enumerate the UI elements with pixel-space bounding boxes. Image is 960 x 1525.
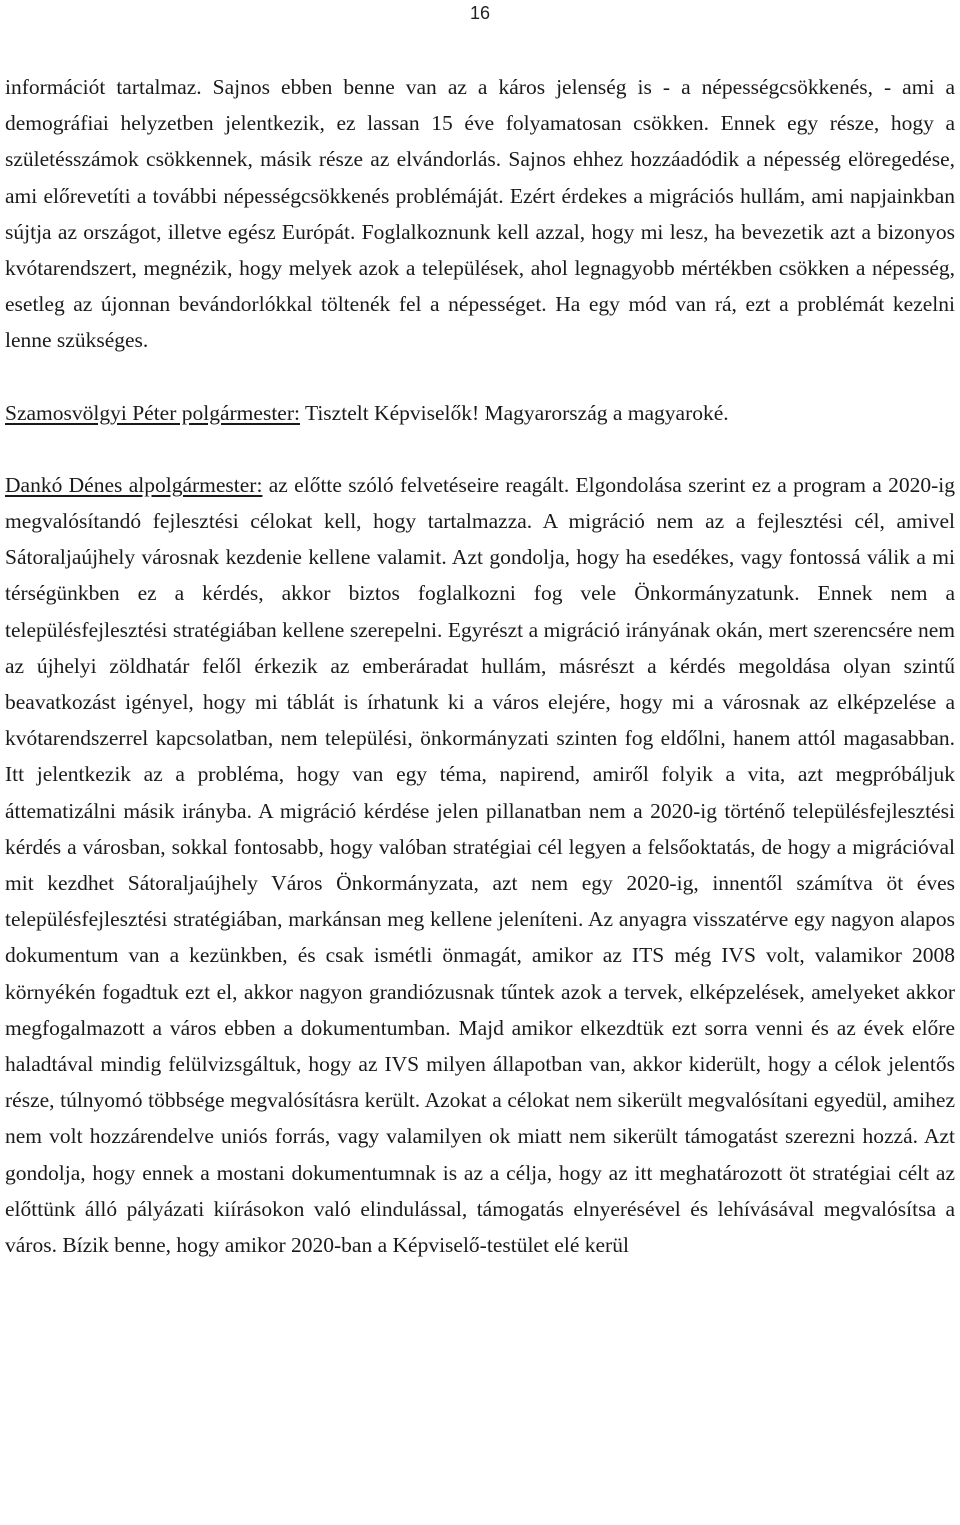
paragraph-intro: [5, 69, 955, 359]
paragraph-text: az előtte szóló felvetéseire reagált. Elgondolása szerint ez a program a 2020-ig megvalósítandó fejlesztési célokat kell, hogy tartalmazza. A migráció nem az a fejlesztési cél, amivel Sátoraljaújhely városnak kezdenie kellene valamit. Azt gondolja, hogy ha esedékes, vagy fontossá válik a mi térségünkben ez a kérdés, akkor biztos foglalkozni fog vele Önkormányzatunk. Ennek nem a településfejlesztési stratégiában kellene szerepelni. Egyrészt a migráció irányának okán, mert szerencsére nem az újhelyi zöldhatár felől érkezik az emberáradat hullám, másrészt a kérdés megoldása olyan szintű beavatkozást igényel, hogy mi táblát is írhatunk ki a város elejére, hogy mi a városnak az elképzelése a kvótarendszerrel kapcsolatban, nem települési, önkormányzati szinten fog eldőlni, hanem attól magasabban. Itt jelentkezik az a probléma, hogy van egy téma, napirend, amiről folyik a vita, azt megpróbáljuk áttematizálni másik irányba. A migráció kérdése jelen pillanatban nem a 2020-ig történő településfejlesztési kérdés a városban, sokkal fontosabb, hogy valóban stratégiai cél legyen a felsőoktatás, de hogy a migrációval mit kezdhet Sátoraljaújhely Város Önkormányzata, azt nem egy 2020-ig, innentől számítva öt éves településfejlesztési stratégiában, markánsan meg kellene jeleníteni. Az anyagra visszatérve egy nagyon alapos dokumentum van a kezünkben, és csak ismétli önmagát, amikor az ITS még IVS volt, valamikor 2008 környékén fogadtuk ezt el, akkor nagyon grandiózusnak tűntek azok a tervek, elképzelések, amelyeket akkor megfogalmazott a város ebben a dokumentumban. Majd amikor elkezdtük ezt sorra venni és az évek előre haladtával mindig felülvizsgáltuk, hogy az IVS milyen állapotban van, akkor kiderült, hogy a célok jelentős része, túlnyomó többsége megvalósításra került. Azokat a célokat nem sikerült megvalósítani egyedül, amihez nem volt hozzárendelve uniós forrás, vagy valamilyen ok miatt nem sikerült támogatást szerezni hozzá. Azt gondolja, hogy ennek a mostani dokumentumnak is az a célja, hogy az itt meghatározott öt stratégiai célt az előttünk álló pályázati kiírásokon való elindulással, támogatás elnyerésével és lehívásával megvalósítsa a város. Bízik benne, hogy amikor 2020-ban a Képviselő-testület elé kerül: [5, 472, 955, 1258]
page-number: 16: [469, 3, 491, 23]
paragraph-deputy-mayor: [5, 467, 955, 1263]
paragraph-text: Tisztelt Képviselők! Magyarország a magyaroké.: [299, 400, 729, 425]
paragraph-mayor: [5, 395, 955, 431]
document-body: [5, 69, 955, 1263]
paragraph-text: információt tartalmaz. Sajnos ebben benne van az a káros jelenség is - a népességcsökkenés, - ami a demográfiai helyzetben jelentkezik, ez lassan 15 éve folyamatosan csökken. Ennek egy része, hogy a születésszámok csökkennek, másik része az elvándorlás. Sajnos ehhez hozzáadódik a népesség elöregedése, ami előrevetíti a további népességcsökkenés problémáját. Ezért érdekes a migrációs hullám, ami napjainkban sújtja az országot, illetve egész Európát. Foglalkoznunk kell azzal, hogy mi lesz, ha bevezetik azt a bizonyos kvótarendszert, megnézik, hogy melyek azok a települések, ahol legnagyobb mértékben csökken a népesség, esetleg az újonnan bevándorlókkal töltenék fel a népességet. Ha egy mód van rá, ezt a problémát kezelni lenne szükséges.: [5, 75, 955, 353]
speaker-name: Szamosvölgyi Péter polgármester:: [5, 400, 300, 425]
speaker-name: Dankó Dénes alpolgármester:: [5, 472, 263, 497]
